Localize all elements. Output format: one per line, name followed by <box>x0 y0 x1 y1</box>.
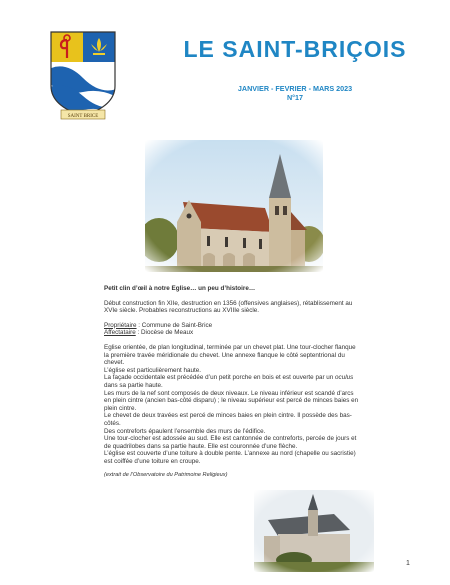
paragraph: L’église est couverte d’une toiture à double pente. L’annexe au nord (chapelle ou sacristie) est coiffée d’une toiture en croupe. <box>104 450 356 465</box>
owner-line <box>104 322 362 330</box>
owner-label: Propriétaire <box>104 321 137 329</box>
paragraph-italic: oculus <box>335 374 354 382</box>
owner-value: : Commune de Saint-Brice <box>136 321 213 329</box>
newsletter-title: LE SAINT-BRIÇOIS <box>183 36 407 62</box>
page-number: 1 <box>406 560 410 567</box>
church-photo-small <box>254 490 374 572</box>
issue-info <box>190 84 400 102</box>
paragraph: Le chevet de deux travées est percé de minces baies en plein cintre. Il possède des bas-côtés. <box>104 412 352 427</box>
article <box>104 285 362 480</box>
article-intro: Début construction fin XIIe, destruction en 1356 (offensives anglaises), rétablissement au XVIe siècle. Probables reconstructions au XVIIIe siècle. <box>104 299 353 315</box>
paragraph: Les murs de la nef sont composés de deux niveaux. Le niveau inférieur est scandé d’arcs en plein cintre (ancien bas-côté disparu) ; le niveau supérieur est percé de minces baies en plein cintre. <box>104 389 359 412</box>
paragraph: Des contreforts épaulent l’ensemble des murs de l’édifice. <box>104 427 266 435</box>
crest-banner-text: SAINT BRICE <box>67 114 99 119</box>
assignee-line <box>104 329 362 337</box>
assignee-label: Affectataire <box>104 329 136 337</box>
coat-of-arms <box>47 30 119 122</box>
church-photo <box>145 140 323 272</box>
paragraph-text: dans sa partie haute. <box>104 381 163 389</box>
issue-number: N°17 <box>286 93 304 102</box>
assignee-value: : Diocèse de Meaux <box>135 329 194 337</box>
paragraph-text: La façade occidentale est précédée d’un petit porche en bois et est ouverte par un <box>104 374 336 382</box>
paragraph <box>104 374 362 389</box>
article-heading: Petit clin d’œil à notre Eglise… un peu d’histoire… <box>104 285 256 292</box>
issue-date: JANVIER - FEVRIER - MARS 2023 <box>237 84 353 93</box>
paragraph: Une tour-clocher est adossée au sud. Elle est cantonnée de contreforts, percée de jours et de quadrilobes dans sa partie haute. Elle est couronnée d’une flèche. <box>104 435 357 450</box>
paragraph: Eglise orientée, de plan longitudinal, terminée par un chevet plat. Une tour-clocher flanque la première travée méridionale du chevet. Une annexe flanque le côté septentrional du chevet. <box>104 343 356 367</box>
source-note: (extrait de l’Observatoire du Patrimoine Religieux) <box>104 472 228 479</box>
paragraph: L’église est particulièrement haute. <box>104 366 201 374</box>
